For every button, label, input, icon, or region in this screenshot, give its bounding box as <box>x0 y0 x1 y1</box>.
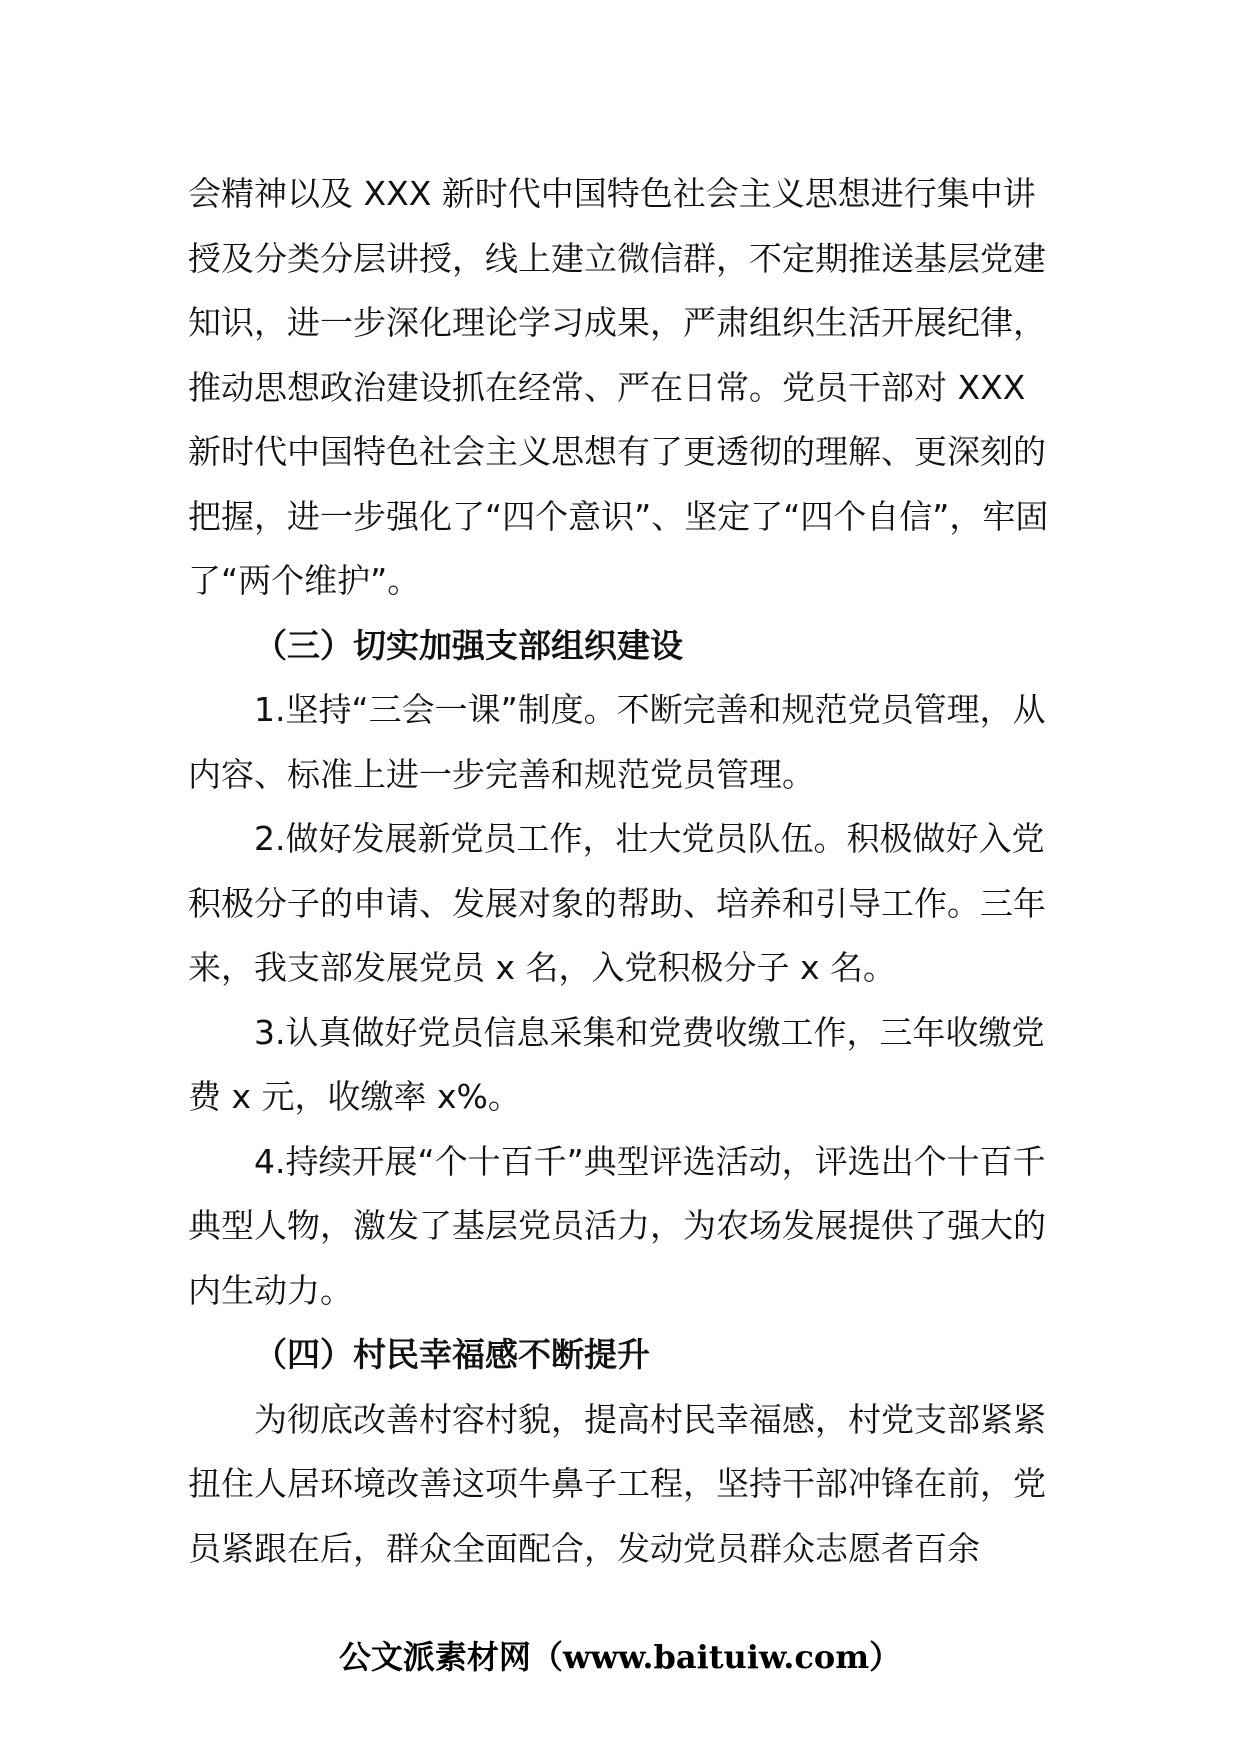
document-body <box>188 162 1068 1581</box>
paragraph-item-1: 1.坚持“三会一课”制度。不断完善和规范党员管理，从内容、标准上进一步完善和规范党员管理。 <box>188 690 1046 794</box>
paragraph-item-4: 4.持续开展“个十百千”典型评选活动，评选出个十百千典型人物，激发了基层党员活力，为农场发展提供了强大的内生动力。 <box>188 1141 1046 1310</box>
paragraph-village: 为彻底改善村容村貌，提高村民幸福感，村党支部紧紧扭住人居环境改善这项牛鼻子工程，坚持干部冲锋在前，党员紧跟在后，群众全面配合，发动党员群众志愿者百余 <box>188 1399 1046 1568</box>
section-heading-3: （三）切实加强支部组织建设 <box>254 625 683 665</box>
paragraph-continued: 会精神以及 XXX 新时代中国特色社会主义思想进行集中讲授及分类分层讲授，线上建立微信群，不定期推送基层党建知识，进一步深化理论学习成果，严肃组织生活开展纪律，推动思想政治建设抓在经常、严在日常。党员干部对 XXX 新时代中国特色社会主义思想有了更透彻的理解、更深刻的把握，进一步强化了“四个意识”、坚定了“四个自信”，牢固了“两个维护”。 <box>188 174 1049 600</box>
section-heading-4: （四）村民幸福感不断提升 <box>254 1335 650 1374</box>
paragraph-item-3: 3.认真做好党员信息采集和党费收缴工作，三年收缴党费 x 元，收缴率 x%。 <box>188 1012 1045 1116</box>
footer-watermark-text: 公文派素材网（www.baituiw.com） <box>338 1638 902 1676</box>
paragraph-item-2: 2.做好发展新党员工作，壮大党员队伍。积极做好入党积极分子的申请、发展对象的帮助、培养和引导工作。三年来，我支部发展党员 x 名，入党积极分子 x 名。 <box>188 819 1046 987</box>
